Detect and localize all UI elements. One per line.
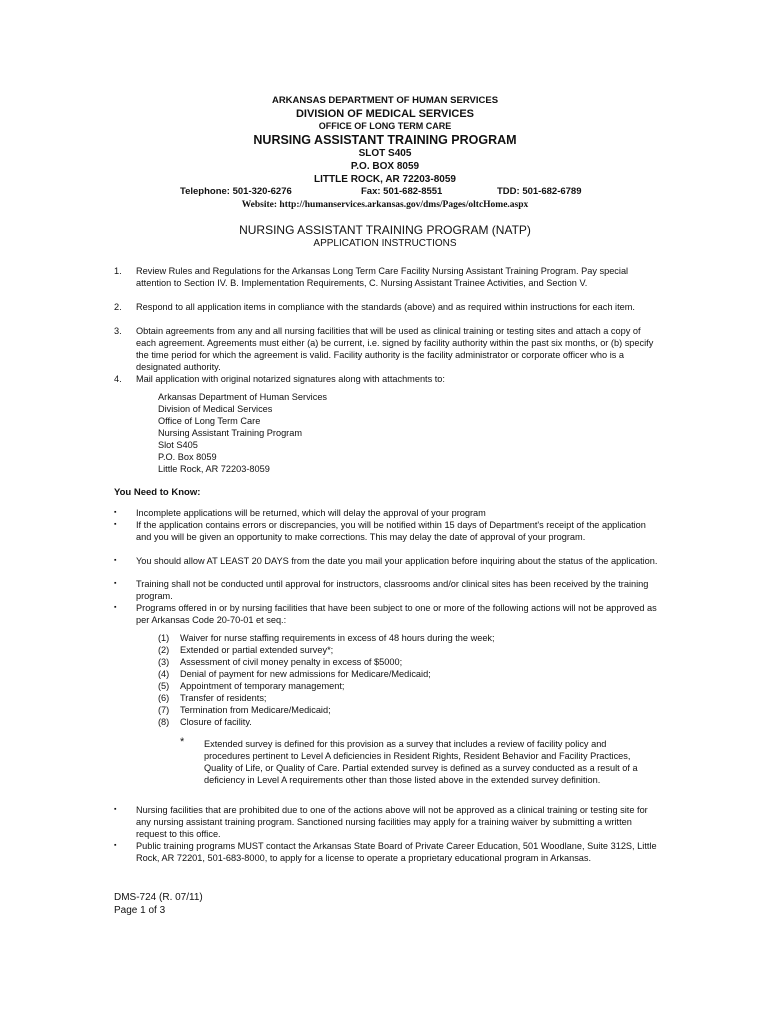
bullet-icon: ▪ xyxy=(114,604,117,611)
footnote-asterisk: * xyxy=(180,736,185,748)
bullet-icon: ▪ xyxy=(114,509,117,516)
action-number: (2) xyxy=(158,645,170,655)
header-office: OFFICE OF LONG TERM CARE xyxy=(318,121,452,131)
address-line: Little Rock, AR 72203-8059 xyxy=(158,464,270,474)
instruction-number: 1. xyxy=(114,266,122,276)
instruction-text: Respond to all application items in compliance with the standards (above) and as required within instructions for each item. xyxy=(136,302,635,312)
action-item xyxy=(158,668,431,680)
action-number: (3) xyxy=(158,657,170,667)
header-division: DIVISION OF MEDICAL SERVICES xyxy=(295,108,475,120)
action-text: Denial of payment for new admissions for Medicare/Medicaid; xyxy=(180,669,431,679)
header-dept: ARKANSAS DEPARTMENT OF HUMAN SERVICES xyxy=(271,95,499,106)
document-subtitle: APPLICATION INSTRUCTIONS xyxy=(313,238,457,249)
instruction-text: Obtain agreements from any and all nursing facilities that will be used as clinical training or testing sites and attach a copy of each agreement. Agreements must either (a) be current, i.e. signed by facility authority within the past six months, or (b) specify the time period for which the agreement is valid. Facility authority is the facility administrator or corporate officer who is a designated authority. xyxy=(136,326,654,372)
action-item xyxy=(158,656,402,668)
bullet-icon: ▪ xyxy=(114,842,117,849)
header-program: NURSING ASSISTANT TRAINING PROGRAM xyxy=(253,133,517,147)
action-text: Assessment of civil money penalty in excess of $5000; xyxy=(180,657,403,667)
header-website[interactable]: Website: http://humanservices.arkansas.gov/dms/Pages/oltcHome.aspx xyxy=(241,200,529,210)
action-item xyxy=(158,692,266,704)
action-number: (4) xyxy=(158,669,170,679)
header-pobox: P.O. BOX 8059 xyxy=(350,161,420,172)
need-to-know-heading: You Need to Know: xyxy=(114,487,201,498)
header-city: LITTLE ROCK, AR 72203-8059 xyxy=(314,174,456,185)
instruction-number: 2. xyxy=(114,302,122,312)
instruction-number: 4. xyxy=(114,374,122,384)
action-text: Termination from Medicare/Medicaid; xyxy=(180,705,331,715)
address-line: Office of Long Term Care xyxy=(158,416,261,426)
bullet-text: Nursing facilities that are prohibited due to one of the actions above will not be approved as a clinical training or testing site for any nursing assistant training program. Sanctioned nursing facilities may apply for a training waiver by submitting a written request to this office. xyxy=(136,805,648,839)
action-text: Extended or partial extended survey*; xyxy=(180,645,334,655)
bullet-icon: ▪ xyxy=(114,580,117,587)
bullet-text: Programs offered in or by nursing facilities that have been subject to one or more of the following actions will not be approved as per Arkansas Code 20-70-01 et seq.: xyxy=(136,603,657,625)
address-line: Arkansas Department of Human Services xyxy=(158,392,328,402)
bullet-icon: ▪ xyxy=(114,557,117,564)
instruction-number: 3. xyxy=(114,326,122,336)
header-fax: Fax: 501-682-8551 xyxy=(361,186,443,197)
bullet-text: Incomplete applications will be returned, which will delay the approval of your program xyxy=(136,508,486,518)
address-line: Division of Medical Services xyxy=(158,404,273,414)
header-telephone: Telephone: 501-320-6276 xyxy=(180,186,292,197)
bullet-text: If the application contains errors or discrepancies, you will be notified within 15 days of Department's receipt of the application and you will be given an opportunity to make corrections. This may delay the date of approval of your program. xyxy=(136,520,646,542)
header-tdd: TDD: 501-682-6789 xyxy=(497,186,582,197)
action-number: (1) xyxy=(158,633,170,643)
action-item xyxy=(158,704,331,716)
mailing-address xyxy=(158,391,327,475)
action-number: (7) xyxy=(158,705,170,715)
form-number: DMS-724 (R. 07/11) xyxy=(114,892,203,903)
header-slot: SLOT S405 xyxy=(358,148,412,159)
address-line: Slot S405 xyxy=(158,440,198,450)
page-number: Page 1 of 3 xyxy=(114,905,166,916)
bullet-icon: ▪ xyxy=(114,521,117,528)
action-text: Waiver for nurse staffing requirements in excess of 48 hours during the week; xyxy=(180,633,495,643)
bullet-text: Training shall not be conducted until approval for instructors, classrooms and/or clinical sites has been received by the training program. xyxy=(136,579,649,601)
action-text: Closure of facility. xyxy=(180,717,252,727)
action-item xyxy=(158,680,344,692)
bullet-text: You should allow AT LEAST 20 DAYS from the date you mail your application before inquiring about the status of the application. xyxy=(136,556,658,566)
instruction-text: Mail application with original notarized signatures along with attachments to: xyxy=(136,374,445,384)
bullet-icon: ▪ xyxy=(114,806,117,813)
action-number: (6) xyxy=(158,693,170,703)
action-item xyxy=(158,716,252,728)
address-line: Nursing Assistant Training Program xyxy=(158,428,302,438)
action-number: (8) xyxy=(158,717,170,727)
action-item xyxy=(158,632,495,644)
action-number: (5) xyxy=(158,681,170,691)
action-text: Transfer of residents; xyxy=(180,693,267,703)
action-item xyxy=(158,644,333,656)
instruction-text: Review Rules and Regulations for the Arkansas Long Term Care Facility Nursing Assistant Training Program. Pay special attention to Section IV. B. Implementation Requirements, C. Nursing Assistant Trainee Activities, and Section V. xyxy=(136,266,629,288)
address-line: P.O. Box 8059 xyxy=(158,452,217,462)
bullet-text: Public training programs MUST contact the Arkansas State Board of Private Career Education, 501 Woodlane, Suite 312S, Little Rock, AR 72201, 501-683-8000, to apply for a license to operate a proprietary educational program in Arkansas. xyxy=(136,841,657,863)
footnote-text: Extended survey is defined for this provision as a survey that includes a review of facility policy and procedures pertinent to Level A deficiencies in Resident Rights, Resident Behavior and Facility Practices, Quality of Life, or Quality of Care. Partial extended survey is defined as a survey conducted as a result of a deficiency in Level A requirements other than those listed above in the extended survey definition. xyxy=(204,739,638,785)
action-text: Appointment of temporary management; xyxy=(180,681,345,691)
document-title: NURSING ASSISTANT TRAINING PROGRAM (NATP) xyxy=(239,223,531,237)
